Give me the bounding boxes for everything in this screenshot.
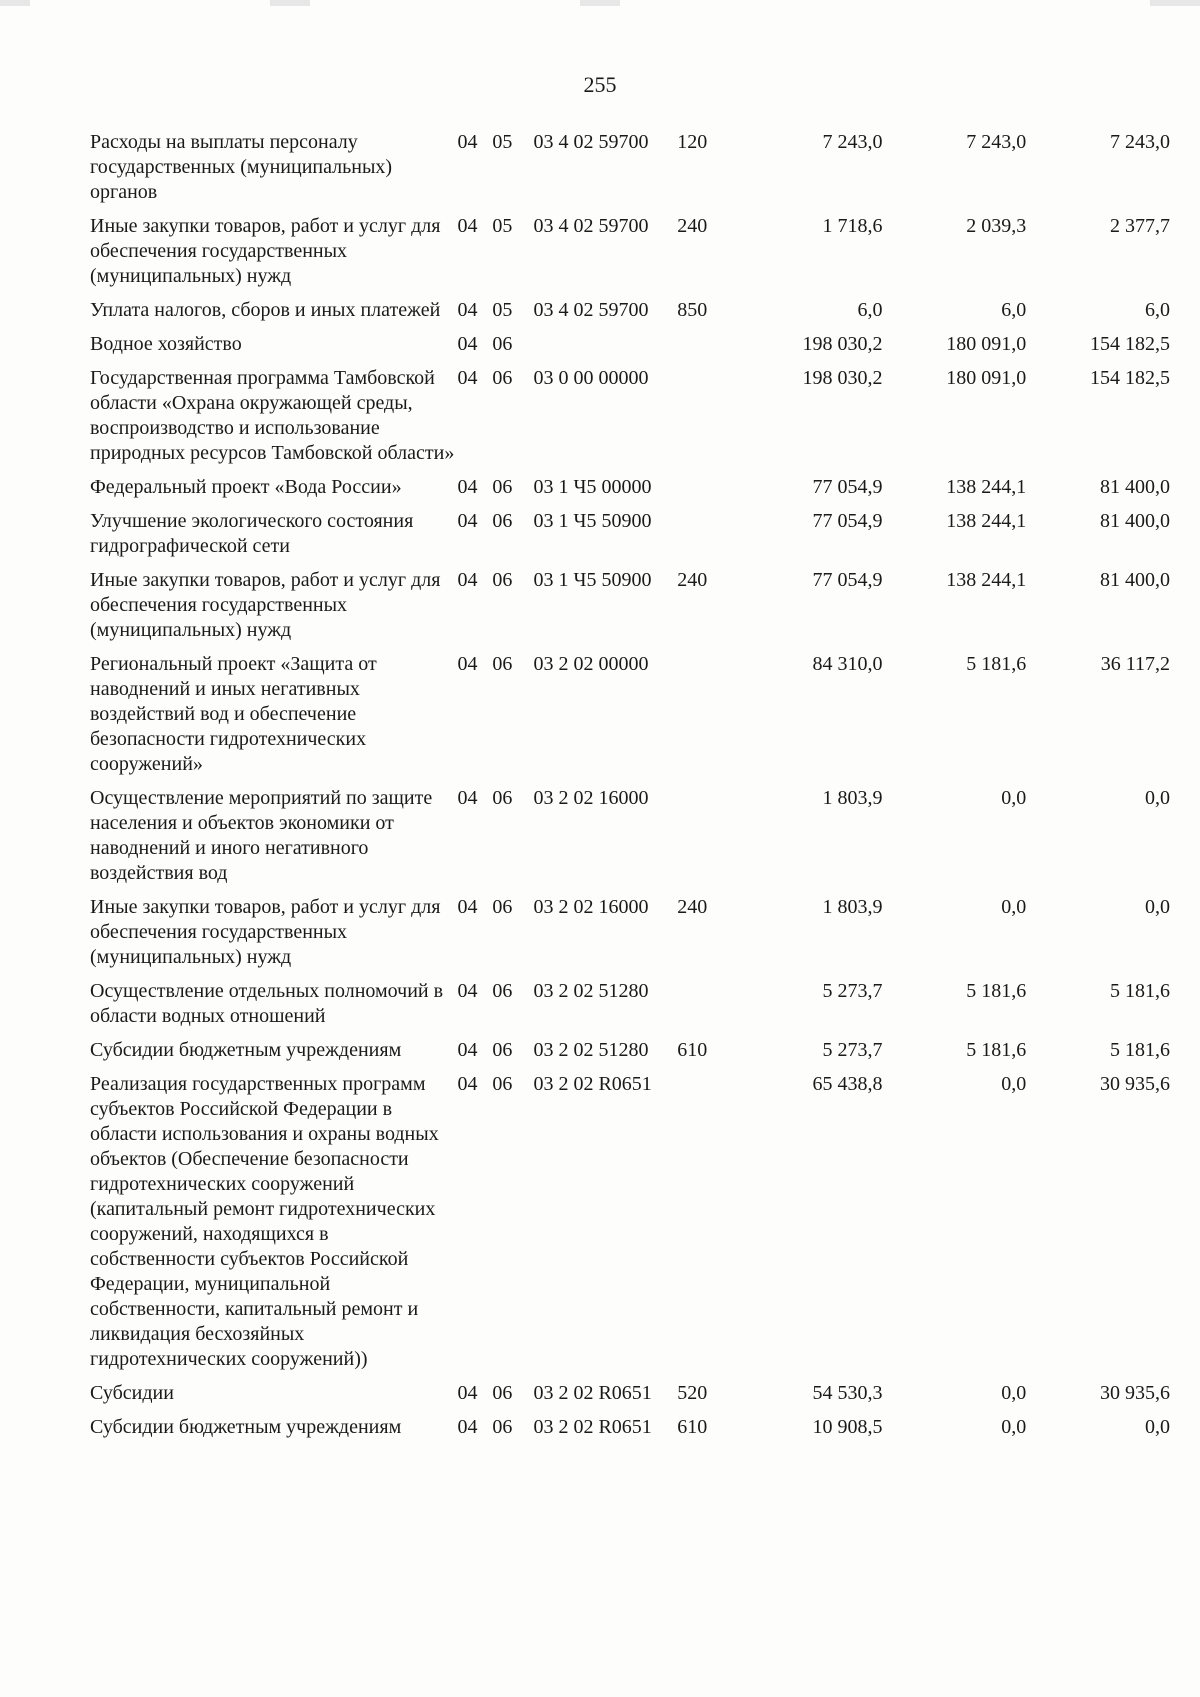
row-section-code: 04 [457, 1073, 478, 1095]
row-target-article: 03 2 02 R0651 [533, 1416, 652, 1438]
row-subsection-code: 06 [492, 367, 513, 389]
scan-artifact [270, 0, 310, 6]
row-amount-year2: 180 091,0 [946, 367, 1027, 389]
row-name: Водное хозяйство [90, 333, 242, 355]
page-number: 255 [583, 72, 617, 97]
row-name: Иные закупки товаров, работ и услуг для обеспечения государственных (муниципальных) нужд [90, 569, 441, 641]
row-section-code: 04 [457, 787, 478, 809]
scan-artifact [580, 0, 620, 6]
row-amount-year3: 81 400,0 [1100, 510, 1170, 532]
row-name: Субсидии бюджетным учреждениям [90, 1416, 402, 1438]
row-subsection-code: 06 [492, 476, 513, 498]
row-name: Уплата налогов, сборов и иных платежей [90, 299, 441, 321]
row-target-article: 03 2 02 R0651 [533, 1073, 652, 1095]
row-amount-year1: 1 803,9 [822, 787, 883, 809]
row-expense-type: 520 [677, 1382, 708, 1404]
row-target-article: 03 1 Ч5 00000 [533, 476, 652, 498]
row-amount-year1: 77 054,9 [812, 510, 883, 532]
row-amount-year2: 5 181,6 [966, 980, 1027, 1002]
row-amount-year3: 6,0 [1145, 299, 1170, 321]
row-section-code: 04 [457, 476, 478, 498]
table-row [90, 786, 1170, 895]
table-row [90, 895, 1170, 979]
row-amount-year3: 0,0 [1145, 896, 1170, 918]
row-expense-type [677, 1072, 728, 1381]
row-name: Реализация государственных программ субъектов Российской Федерации в области использования и охраны водных объектов (Обеспечение безопасности гидротехнических сооружений (капитальный ремонт гидротехнических сооружений, находящихся в собственности субъектов Российской Федерации, муниципальной собственности, капитальный ремонт и ликвидация бесхозяйных гидротехнических сооружений)) [90, 1073, 439, 1370]
scan-artifact [1150, 0, 1200, 6]
row-amount-year2: 0,0 [1001, 1416, 1027, 1438]
row-amount-year3: 81 400,0 [1100, 569, 1170, 591]
row-section-code: 04 [457, 896, 478, 918]
row-amount-year3: 36 117,2 [1100, 653, 1170, 675]
row-name: Расходы на выплаты персоналу государственных (муниципальных) органов [90, 131, 393, 203]
row-expense-type: 240 [677, 569, 708, 591]
row-section-code: 04 [457, 333, 478, 355]
row-target-article: 03 2 02 16000 [533, 787, 649, 809]
row-amount-year1: 6,0 [857, 299, 883, 321]
row-amount-year3: 5 181,6 [1110, 980, 1170, 1002]
row-expense-type [677, 786, 728, 895]
row-target-article: 03 0 00 00000 [533, 367, 649, 389]
row-amount-year2: 0,0 [1001, 1382, 1027, 1404]
table-row [90, 1415, 1170, 1449]
row-target-article: 03 4 02 59700 [533, 215, 649, 237]
row-section-code: 04 [457, 653, 478, 675]
row-expense-type [677, 332, 728, 366]
row-amount-year1: 5 273,7 [822, 980, 883, 1002]
row-section-code: 04 [457, 215, 478, 237]
row-section-code: 04 [457, 569, 478, 591]
row-subsection-code: 05 [492, 215, 513, 237]
row-subsection-code: 05 [492, 131, 513, 153]
row-expense-type [677, 652, 728, 786]
row-expense-type: 610 [677, 1039, 708, 1061]
row-amount-year3: 30 935,6 [1100, 1382, 1170, 1404]
row-section-code: 04 [457, 367, 478, 389]
row-name: Субсидии бюджетным учреждениям [90, 1039, 402, 1061]
table-row [90, 652, 1170, 786]
row-expense-type: 610 [677, 1416, 708, 1438]
row-target-article [533, 332, 677, 366]
row-amount-year3: 0,0 [1145, 787, 1170, 809]
table-row [90, 298, 1170, 332]
row-amount-year1: 65 438,8 [812, 1073, 883, 1095]
row-amount-year2: 2 039,3 [966, 215, 1027, 237]
budget-table-body [90, 130, 1170, 1449]
table-row [90, 475, 1170, 509]
row-expense-type [677, 366, 728, 475]
row-name: Осуществление мероприятий по защите населения и объектов экономики от наводнений и иного негативного воздействия вод [90, 787, 433, 884]
row-amount-year2: 138 244,1 [946, 510, 1027, 532]
row-amount-year2: 0,0 [1001, 1073, 1027, 1095]
row-amount-year1: 77 054,9 [812, 569, 883, 591]
row-expense-type [677, 979, 728, 1038]
row-amount-year3: 5 181,6 [1110, 1039, 1170, 1061]
row-target-article: 03 4 02 59700 [533, 299, 649, 321]
row-amount-year1: 1 803,9 [822, 896, 883, 918]
table-row [90, 979, 1170, 1038]
row-amount-year3: 0,0 [1145, 1416, 1170, 1438]
row-amount-year2: 7 243,0 [966, 131, 1027, 153]
row-section-code: 04 [457, 131, 478, 153]
row-subsection-code: 06 [492, 510, 513, 532]
row-name: Иные закупки товаров, работ и услуг для обеспечения государственных (муниципальных) нужд [90, 896, 441, 968]
row-subsection-code: 06 [492, 1073, 513, 1095]
row-target-article: 03 2 02 00000 [533, 653, 649, 675]
row-target-article: 03 2 02 51280 [533, 1039, 649, 1061]
row-expense-type [677, 509, 728, 568]
row-name: Осуществление отдельных полномочий в области водных отношений [90, 980, 444, 1027]
row-amount-year1: 84 310,0 [812, 653, 883, 675]
row-subsection-code: 06 [492, 787, 513, 809]
row-target-article: 03 1 Ч5 50900 [533, 569, 652, 591]
row-amount-year2: 138 244,1 [946, 569, 1027, 591]
row-section-code: 04 [457, 1382, 478, 1404]
row-amount-year1: 54 530,3 [812, 1382, 883, 1404]
table-row [90, 1072, 1170, 1381]
scan-artifact [0, 0, 30, 6]
row-target-article: 03 2 02 R0651 [533, 1382, 652, 1404]
table-row [90, 130, 1170, 214]
row-name: Улучшение экологического состояния гидрографической сети [90, 510, 414, 557]
row-section-code: 04 [457, 299, 478, 321]
row-subsection-code: 06 [492, 1416, 513, 1438]
row-subsection-code: 06 [492, 569, 513, 591]
row-expense-type [677, 475, 728, 509]
row-amount-year3: 7 243,0 [1110, 131, 1170, 153]
table-row [90, 509, 1170, 568]
row-section-code: 04 [457, 980, 478, 1002]
row-amount-year2: 6,0 [1001, 299, 1027, 321]
row-amount-year1: 10 908,5 [812, 1416, 883, 1438]
row-target-article: 03 2 02 16000 [533, 896, 649, 918]
row-expense-type: 240 [677, 215, 708, 237]
row-amount-year1: 77 054,9 [812, 476, 883, 498]
table-row [90, 214, 1170, 298]
table-row [90, 332, 1170, 366]
row-amount-year1: 1 718,6 [822, 215, 883, 237]
row-expense-type: 240 [677, 896, 708, 918]
row-target-article: 03 2 02 51280 [533, 980, 649, 1002]
row-amount-year2: 0,0 [1001, 787, 1027, 809]
row-amount-year3: 81 400,0 [1100, 476, 1170, 498]
row-amount-year1: 5 273,7 [822, 1039, 883, 1061]
row-amount-year3: 154 182,5 [1090, 333, 1170, 355]
row-name: Государственная программа Тамбовской области «Охрана окружающей среды, воспроизводство и использование природных ресурсов Тамбовской области» [90, 367, 455, 464]
row-amount-year1: 198 030,2 [802, 367, 883, 389]
row-amount-year3: 2 377,7 [1110, 215, 1170, 237]
row-name: Региональный проект «Защита от наводнений и иных негативных воздействий вод и обеспечение безопасности гидротехнических сооружений» [90, 653, 377, 775]
row-amount-year1: 198 030,2 [802, 333, 883, 355]
row-amount-year2: 5 181,6 [966, 653, 1027, 675]
row-name: Федеральный проект «Вода России» [90, 476, 402, 498]
table-row [90, 1038, 1170, 1072]
row-amount-year2: 180 091,0 [946, 333, 1027, 355]
row-name: Субсидии [90, 1382, 174, 1404]
row-amount-year2: 0,0 [1001, 896, 1027, 918]
row-amount-year3: 30 935,6 [1100, 1073, 1170, 1095]
row-subsection-code: 06 [492, 980, 513, 1002]
row-expense-type: 850 [677, 299, 708, 321]
row-amount-year1: 7 243,0 [822, 131, 883, 153]
row-name: Иные закупки товаров, работ и услуг для обеспечения государственных (муниципальных) нужд [90, 215, 441, 287]
row-subsection-code: 06 [492, 896, 513, 918]
row-section-code: 04 [457, 1039, 478, 1061]
table-row [90, 1381, 1170, 1415]
row-subsection-code: 06 [492, 1382, 513, 1404]
row-subsection-code: 06 [492, 333, 513, 355]
row-target-article: 03 1 Ч5 50900 [533, 510, 652, 532]
row-subsection-code: 05 [492, 299, 513, 321]
table-row [90, 568, 1170, 652]
row-subsection-code: 06 [492, 653, 513, 675]
row-expense-type: 120 [677, 131, 708, 153]
row-section-code: 04 [457, 1416, 478, 1438]
table-row [90, 366, 1170, 475]
row-subsection-code: 06 [492, 1039, 513, 1061]
row-amount-year3: 154 182,5 [1090, 367, 1170, 389]
budget-table [90, 130, 1170, 1449]
row-target-article: 03 4 02 59700 [533, 131, 649, 153]
row-section-code: 04 [457, 510, 478, 532]
row-amount-year2: 138 244,1 [946, 476, 1027, 498]
row-amount-year2: 5 181,6 [966, 1039, 1027, 1061]
